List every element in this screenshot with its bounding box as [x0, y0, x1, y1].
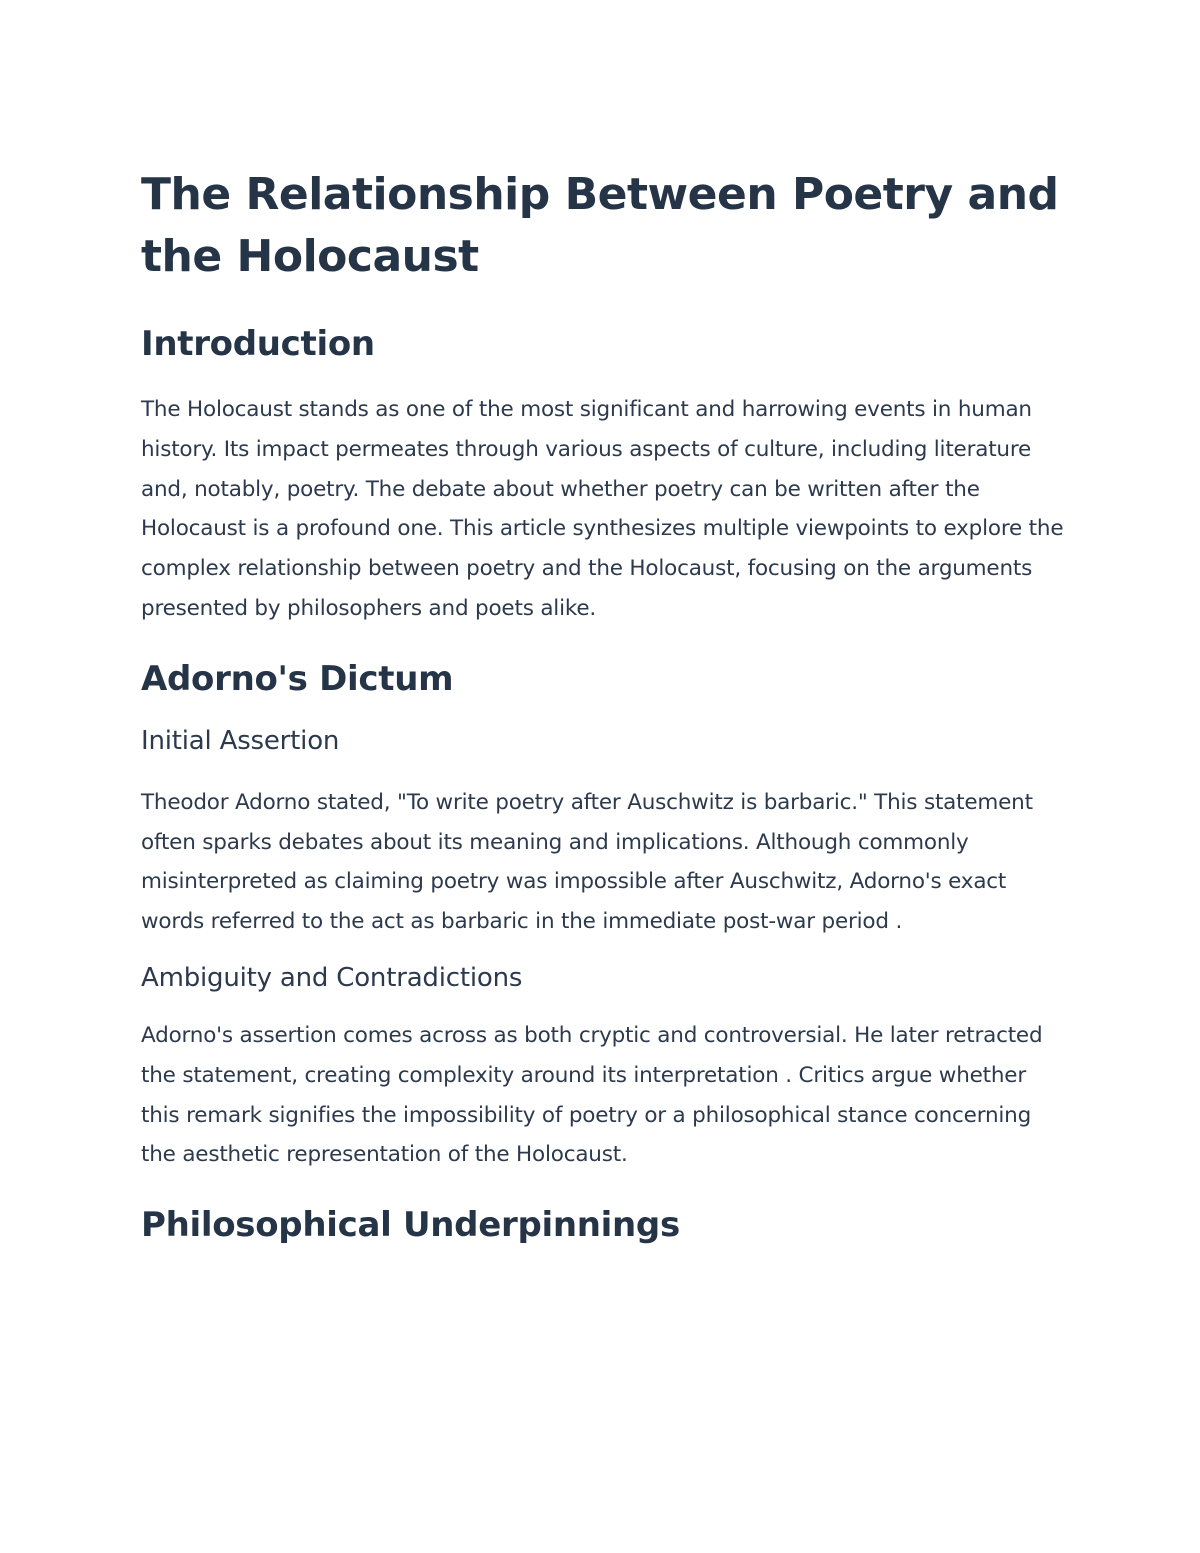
section-heading-adornos-dictum: Adorno's Dictum [141, 658, 454, 699]
document-page [141, 164, 1071, 1247]
subsection-heading-ambiguity: Ambiguity and Contradictions [141, 962, 523, 993]
section-heading-introduction: Introduction [141, 324, 375, 364]
section-heading-philosophical-underpinnings: Philosophical Underpinnings [141, 1205, 680, 1246]
subsection-heading-initial-assertion: Initial Assertion [141, 725, 340, 756]
paragraph-ambiguity: Adorno's assertion comes across as both cryptic and controversial. He later retracted the statement, creating complexity around its interpretation . Critics argue whether this remark signifies the impossibility of poetry or a philosophical stance concerning the aesthetic representation of the Holocaust. [141, 1022, 1043, 1168]
paragraph-initial-assertion: Theodor Adorno stated, "To write poetry after Auschwitz is barbaric." This statement often sparks debates about its meaning and implications. Although commonly misinterpreted as claiming poetry was impossible after Auschwitz, Adorno's exact words referred to the act as barbaric in the immediate post-war period . [141, 789, 1033, 935]
document-title: The Relationship Between Poetry and the Holocaust [141, 169, 1059, 282]
paragraph-introduction: The Holocaust stands as one of the most significant and harrowing events in human history. Its impact permeates through various aspects of culture, including literature and, notably, poetry. The debate about whether poetry can be written after the Holocaust is a profound one. This article synthesizes multiple viewpoints to explore the complex relationship between poetry and the Holocaust, focusing on the arguments presented by philosophers and poets alike. [141, 397, 1064, 621]
